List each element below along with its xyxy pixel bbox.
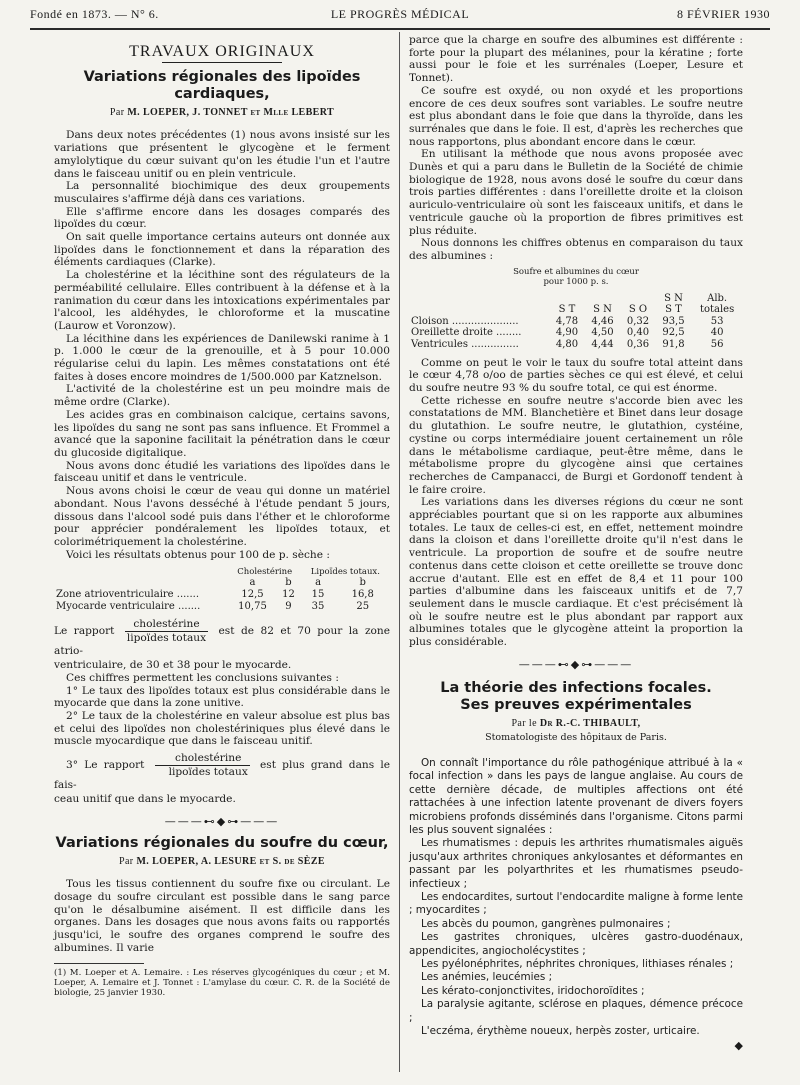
row-label: Cloison ..................... — [411, 315, 519, 327]
list-item: L'eczéma, érythème noueux, herpès zoster, urticaire. — [421, 1025, 700, 1038]
paragraph: On sait quelle importance certains auteurs ont donnée aux lipoïdes dans le fonctionnement et dans la réparation des éléments cardiaques (Clarke). — [54, 231, 390, 269]
ratio-prefix: Le rapport — [54, 625, 115, 638]
ratio-prefix: 3° Le rapport — [66, 759, 145, 772]
table-header: S O — [628, 304, 648, 316]
ratio-line — [54, 752, 390, 791]
paragraph: Voici les résultats obtenus pour 100 de p. sèche : — [66, 548, 330, 561]
table-cell: 56 — [710, 339, 724, 351]
issue-date: 8 FÉVRIER 1930 — [676, 7, 770, 21]
table-cell: 40 — [710, 327, 724, 339]
table-caption: Soufre et albumines du cœur — [513, 266, 639, 277]
table-cell: 9 — [285, 600, 292, 612]
table-header: S N — [593, 304, 612, 316]
column-rule — [399, 32, 400, 1072]
table-subheader: a — [249, 577, 256, 589]
byline-authors: M. LOEPER, A. LESURE et S. de SÈZE — [136, 855, 325, 867]
paragraph: On connaît l'importance du rôle pathogénique attribué à la « focal infection » dans les pays de langue anglaise. Au cours de cette dernière décade, de multiples affections ont été rattachées à une infection latente provenant de divers foyers microbiens profonds disséminés dans l'organisme. Citons parmi les plus souvent signalées : — [409, 756, 743, 836]
footnote-rule — [54, 963, 144, 964]
running-head — [30, 8, 770, 28]
paragraph: Comme on peut le voir le taux du soufre total atteint dans le cœur 4,78 o/oo de parties sèches ce qui est élevé, et celui du soufre neutre 93 % du soufre total, ce qui est énorme. — [409, 356, 743, 395]
paragraph: Nous donnons les chiffres obtenus en comparaison du taux des albumines : — [409, 237, 743, 262]
paragraph: Les variations dans les diverses régions du cœur ne sont appréciables pourtant que si on les rapporte aux albumines totales. Le taux de celles-ci est, en effet, nettement moindre dans la cloison et dans l'oreillette droite qu'il n'est dans le ventricule. La proportion de soufre et de soufre neutre contenus dans cette cloison et cette oreillette se trouve donc accrue d'autant. Elle est en effet de 8,4 et 11 pour 100 parties d'albumine dans les faisceaux unitifs et de 7,7 seulement dans le muscle cardiaque. Et c'est précisément là où le soufre neutre est le plus abondant par rapport aux albumines totales que le glycogène atteint la proportion la plus considérable. — [409, 496, 743, 649]
list-item: Les pyélonéphrites, néphrites chroniques, lithiases rénales ; — [421, 958, 734, 970]
table-row — [409, 327, 743, 339]
table-cell: 15 — [311, 588, 325, 600]
table-cell: 0,32 — [626, 315, 650, 327]
header-rule — [30, 28, 770, 30]
row-label: Ventricules ............... — [411, 339, 519, 351]
table-cell: 4,50 — [591, 327, 614, 339]
byline-prefix: Par — [109, 106, 125, 118]
conclusion-item: 2° Le taux de la cholestérine en valeur absolue est plus bas et celui des lipoïdes non cholestériniques plus élevé dans le muscle myocardique que dans le faisceau unitif. — [54, 710, 390, 748]
article1-title: Variations régionales des lipoïdes cardiaques, — [83, 68, 361, 102]
paragraph: La personnalité biochimique des deux groupements musculaires s'affirme déjà dans ces variations. — [54, 180, 390, 205]
paragraph: parce que la charge en soufre des albumines est différente : forte pour la plupart des mélanines, pour la kératine ; forte aussi pour le foie et les surrénales (Loeper, Lesure et Tonnet). — [409, 34, 743, 85]
table-subheader: b — [359, 577, 366, 589]
paragraph: Elle s'affirme encore dans les dosages comparés des lipoïdes du cœur. — [54, 205, 390, 231]
paragraph: Tous les tissus contiennent du soufre fixe ou circulant. Le dosage du soufre circulant est possible dans le sang parce qu'on le désalbumine aisément. Il est difficile dans les organes. Dans les dosages que nous avons faits ou rapportés jusqu'ici, le soufre des organes comprend le soufre des albumines. Il varie — [54, 878, 390, 954]
fraction — [125, 618, 208, 644]
table-cell: 0,36 — [626, 339, 650, 351]
issue-info: Fondé en 1873. — N° 6. — [30, 7, 159, 21]
table-row — [409, 339, 743, 351]
ratio-line — [54, 618, 390, 657]
table-cell: 16,8 — [351, 588, 374, 600]
paragraph: En utilisant la méthode que nous avons proposée avec Dunès et qui a paru dans le Bulletin de la Société de chimie biologique de 1928, nous avons dosé le soufre du cœur dans trois parties différentes : dans l'oreillette droite et la cloison auriculo-ventriculaire où sont les faisceaux unitifs, et dans le ventricule gauche où la proportion de fibres primitives est plus réduite. — [409, 148, 743, 237]
right-column — [409, 34, 743, 1053]
table-header: S T — [558, 304, 576, 316]
table-cell: 35 — [311, 600, 325, 612]
end-mark: ◆ — [734, 1039, 743, 1053]
left-column — [54, 34, 390, 999]
byline-authors: Dr R.-C. THIBAULT, — [539, 717, 641, 729]
sulfur-table — [409, 293, 743, 351]
paragraph: Ces chiffres permettent les conclusions suivantes : — [66, 671, 339, 684]
lipids-table — [54, 567, 390, 612]
article3-title-line1: La théorie des infections focales. — [440, 679, 712, 696]
fraction-denominator: lipoïdes totaux — [126, 631, 207, 644]
paragraph: ceau unitif que dans le myocarde. — [54, 793, 236, 806]
paragraph: Les acides gras en combinaison calcique, certains savons, les lipoïdes du sang ne sont pas sans influence. Et Frommel a avancé que la saponine facilitait la pénétration dans le cœur du glucoside digitalique. — [54, 408, 390, 459]
table-cell: 93,5 — [662, 315, 685, 327]
byline-prefix: Par le — [511, 717, 537, 729]
footnote: (1) M. Loeper et A. Lemaire. : Les réserves glycogéniques du cœur ; et M. Loeper, A. Lemaire et J. Tonnet : L'amylase du cœur. C. R. de la Société de biologie, 25 janvier 1930. — [54, 967, 390, 999]
fraction-numerator: cholestérine — [155, 752, 250, 766]
paragraph: Nous avons choisi le cœur de veau qui donne un matériel abondant. Nous l'avons desséché à l'étude pendant 5 jours, dissous dans l'alcool sodé puis dans l'éther et le chloroforme pour apprécier pondéralement les lipoïdes totaux, et colorimétriquement la cholestérine. — [54, 485, 390, 548]
table-cell: 0,40 — [626, 327, 650, 339]
table-cell: 4,44 — [591, 339, 614, 351]
section-title: TRAVAUX ORIGINAUX — [54, 46, 390, 63]
list-item: Les abcès du poumon, gangrènes pulmonaires ; — [421, 917, 671, 930]
article3-title — [409, 680, 743, 714]
article1-byline — [54, 107, 390, 120]
fraction-numerator: cholestérine — [125, 618, 208, 632]
table-cell: 25 — [356, 600, 370, 612]
table-row — [409, 316, 743, 328]
paragraph: La lécithine dans les expériences de Danilewski ranime à 1 p. 1.000 le cœur de la grenouille, et à 5 pour 10.000 régularise celui du lapin. Les mêmes constatations ont été faites à doses encore moindres de 1/500.000 par Katznelson. — [54, 332, 390, 383]
paragraph: Cette richesse en soufre neutre s'accorde bien avec les constatations de MM. Blanchetière et Binet dans leur dosage du glutathion. Le soufre neutre, le glutathion, cystéine, cystine ou corps intermédiaire jouent certainement un rôle dans le métabolisme cardiaque, peut-être même, dans le métabolisme propre du glycogène ainsi que certaines recherches de Campanacci, de Burgi et Gordonoff tendent à le faire croire. — [409, 394, 743, 496]
article3-byline — [409, 718, 743, 731]
table-header: S T — [665, 304, 682, 316]
paragraph: L'activité de la cholestérine est un peu moindre mais de même ordre (Clarke). — [54, 383, 390, 409]
table-header: Lipoïdes totaux. — [310, 567, 380, 578]
table-subheader: a — [315, 577, 322, 589]
byline-prefix: Par — [119, 855, 134, 867]
paragraph: La cholestérine et la lécithine sont des régulateurs de la perméabilité cellulaire. Elles contribuent à la défense et à la ranimation du cœur dans les intoxications expérimentales par l'alcool, les aldéhydes, le chloroforme et la muscatine (Laurow et Voronzow). — [54, 269, 390, 332]
table-header: S N — [664, 292, 683, 304]
table-caption: pour 1000 p. s. — [543, 276, 609, 287]
row-label: Zone atrioventriculaire ....... — [56, 588, 200, 600]
fraction-denominator: lipoïdes totaux — [168, 765, 248, 778]
paragraph: Nous avons donc étudié les variations des lipoïdes dans le faisceau unitif et dans le ventricule. — [54, 459, 390, 485]
table-cell: 53 — [710, 315, 724, 327]
row-label: Oreillette droite ........ — [411, 327, 522, 339]
table-row — [54, 589, 390, 601]
list-item: Les anémies, leucémies ; — [421, 971, 553, 984]
article2-title: Variations régionales du soufre du cœur, — [55, 834, 389, 851]
byline-authors: M. LOEPER, J. TONNET et Mlle LEBERT — [127, 106, 335, 118]
list-item: La paralysie agitante, sclérose en plaques, démence précoce ; — [409, 998, 743, 1024]
paragraph: Ce soufre est oxydé, ou non oxydé et les proportions encore de ces deux soufres sont variables. Le soufre neutre est plus abondant dans le foie que dans la thyroïde, dans les surrénales que dans le foie. Il est, d'après les recherches que nous rapportons, plus abondant encore dans le cœur. — [409, 84, 743, 148]
table-cell: 10,75 — [238, 600, 267, 612]
journal-title: LE PROGRÈS MÉDICAL — [330, 7, 470, 21]
table-cell: 4,90 — [555, 327, 579, 339]
table-header: Alb. — [707, 292, 728, 304]
paragraph: Dans deux notes précédentes (1) nous avons insisté sur les variations que présentent le glycogène et le ferment amylolytique du cœur suivant qu'on les étudie l'un et l'autre dans le faisceau unitif ou en plein ventricule. — [54, 129, 390, 180]
table-header: Cholestérine — [237, 567, 293, 578]
list-item: Les gastrites chroniques, ulcères gastro-duodénaux, appendicites, angiocholécystites ; — [409, 931, 743, 957]
list-item: Les kérato-conjonctivites, iridochoroïdites ; — [421, 984, 645, 997]
article-divider: ———⊷◆⊶——— — [164, 814, 280, 828]
table-row — [54, 601, 390, 613]
article-divider: ———⊷◆⊶——— — [518, 657, 634, 671]
fraction — [155, 752, 250, 778]
ratio-suffix: est de 82 et 70 pour la zone atrio- — [54, 625, 391, 657]
table-subheader: b — [285, 577, 292, 589]
conclusion-item: 1° Le taux des lipoïdes totaux est plus considérable dans le myocarde que dans la zone unitive. — [54, 684, 390, 710]
paragraph: ventriculaire, de 30 et 38 pour le myocarde. — [54, 659, 292, 672]
table-cell: 92,5 — [662, 327, 685, 339]
article2-byline — [54, 856, 390, 869]
table-cell: 4,46 — [591, 315, 614, 327]
list-item: Les rhumatismes : depuis les arthrites rhumatismales aiguës jusqu'aux arthrites chroniques ankylosantes et déformantes en passant par les polyarthrites et les rhumatismes pseudo-infectieux ; — [409, 837, 743, 890]
list-item: Les endocardites, surtout l'endocardite maligne à forme lente ; myocardites ; — [409, 890, 743, 917]
table-cell: 91,8 — [662, 339, 685, 351]
table-header: totales — [699, 304, 735, 316]
ratio-suffix: est plus grand dans le fais- — [54, 759, 391, 791]
table-cell: 4,80 — [555, 339, 579, 351]
author-affiliation: Stomatologiste des hôpitaux de Paris. — [485, 732, 667, 744]
article3-title-line2: Ses preuves expérimentales — [460, 696, 692, 713]
table-cell: 12 — [282, 588, 295, 600]
row-label: Myocarde ventriculaire ....... — [56, 600, 201, 612]
table-cell: 12,5 — [241, 588, 264, 600]
table-cell: 4,78 — [555, 315, 579, 327]
